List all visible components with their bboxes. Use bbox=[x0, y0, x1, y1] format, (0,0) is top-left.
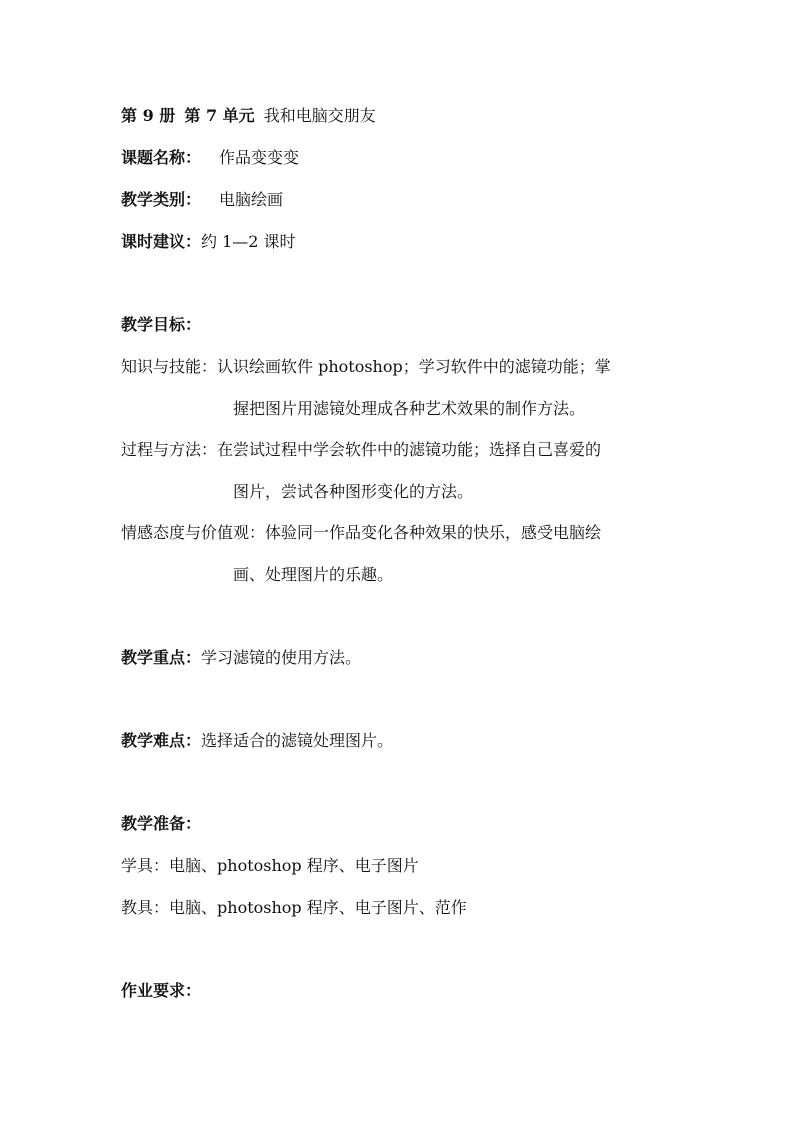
student-tools-value: 电脑、photoshop 程序、电子图片 bbox=[169, 856, 419, 875]
homework-heading: 作业要求： bbox=[121, 981, 202, 1000]
teacher-tools-label: 教具： bbox=[121, 898, 170, 917]
student-tools-row bbox=[121, 855, 419, 877]
topic-value: 作品变变变 bbox=[219, 148, 300, 167]
unit-title: 我和电脑交朋友 bbox=[263, 106, 376, 125]
volume-label: 第 9 册 bbox=[121, 106, 176, 125]
key-point-label: 教学重点： bbox=[121, 648, 202, 667]
emotion-row bbox=[121, 522, 601, 544]
topic-row bbox=[121, 147, 299, 169]
teacher-tools-value: 电脑、photoshop 程序、电子图片、范作 bbox=[169, 898, 467, 917]
knowledge-text-1: 认识绘画软件 photoshop；学习软件中的滤镜功能；掌 bbox=[217, 357, 611, 376]
hours-value: 约 1—2 课时 bbox=[201, 232, 296, 251]
category-row bbox=[121, 189, 283, 211]
unit-header bbox=[121, 105, 376, 127]
difficulty-label: 教学难点： bbox=[121, 731, 202, 750]
process-text-1: 在尝试过程中学会软件中的滤镜功能；选择自己喜爱的 bbox=[217, 440, 602, 459]
process-text-2: 图片，尝试各种图形变化的方法。 bbox=[233, 482, 474, 501]
category-value: 电脑绘画 bbox=[219, 190, 284, 209]
hours-label: 课时建议： bbox=[121, 232, 202, 251]
hours-row bbox=[121, 231, 296, 253]
difficulty-value: 选择适合的滤镜处理图片。 bbox=[201, 731, 394, 750]
category-label: 教学类别： bbox=[121, 190, 202, 209]
difficulty-row bbox=[121, 730, 393, 752]
emotion-text-1: 体验同一作品变化各种效果的快乐，感受电脑绘 bbox=[265, 523, 602, 542]
emotion-label: 情感态度与价值观： bbox=[121, 523, 266, 542]
goals-heading: 教学目标： bbox=[121, 315, 202, 334]
topic-label: 课题名称： bbox=[121, 148, 202, 167]
process-row bbox=[121, 439, 601, 461]
unit-label: 第 7 单元 bbox=[184, 106, 255, 125]
student-tools-label: 学具： bbox=[121, 856, 170, 875]
preparation-heading: 教学准备： bbox=[121, 814, 202, 833]
knowledge-label: 知识与技能： bbox=[121, 357, 218, 376]
key-point-value: 学习滤镜的使用方法。 bbox=[201, 648, 362, 667]
process-label: 过程与方法： bbox=[121, 440, 218, 459]
knowledge-row bbox=[121, 356, 611, 378]
emotion-text-2: 画、处理图片的乐趣。 bbox=[233, 565, 394, 584]
knowledge-text-2: 握把图片用滤镜处理成各种艺术效果的制作方法。 bbox=[233, 399, 586, 418]
key-point-row bbox=[121, 647, 361, 669]
teacher-tools-row bbox=[121, 897, 467, 919]
